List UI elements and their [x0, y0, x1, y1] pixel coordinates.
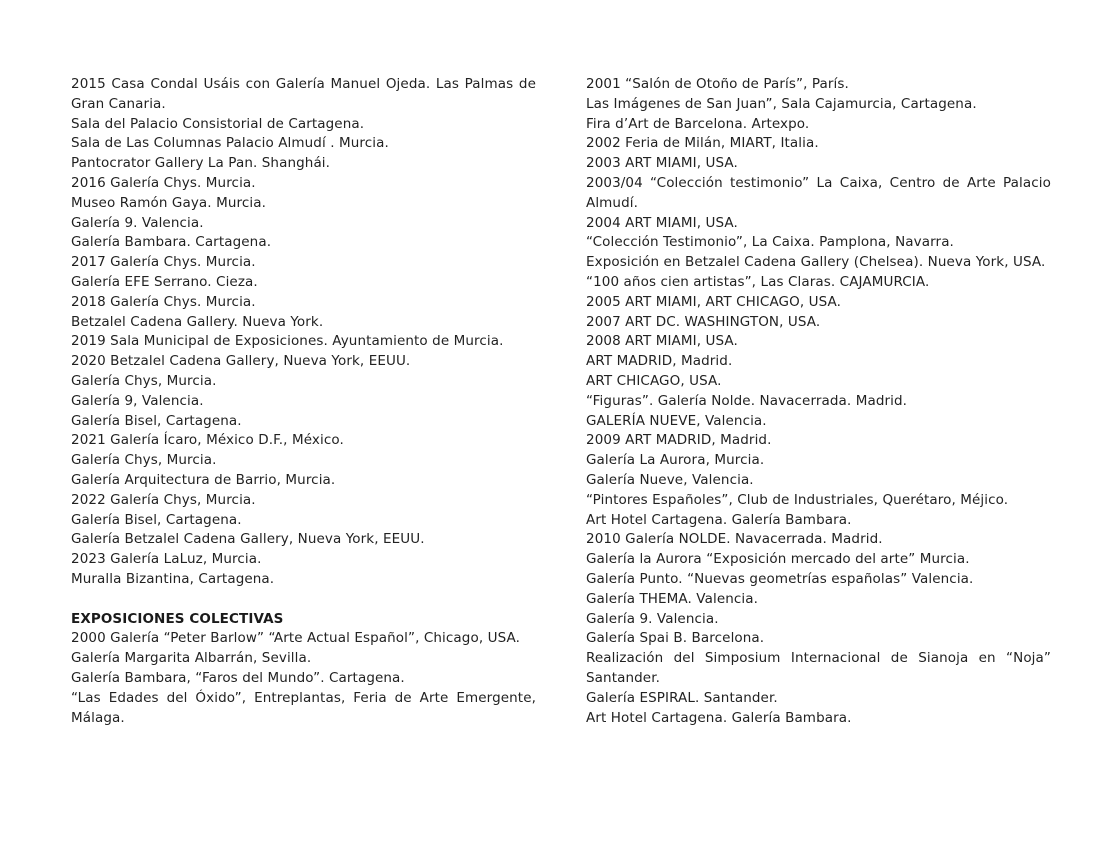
exhibition-entry: Galería Bisel, Cartagena. [71, 412, 242, 429]
exhibition-entry: 2015 Casa Condal Usáis con Galería Manuel Ojeda. Las Palmas de Gran Canaria. [71, 76, 536, 112]
exhibition-entry: “Colección Testimonio”, La Caixa. Pamplona, Navarra. [586, 234, 954, 251]
left-column [71, 75, 536, 728]
exhibition-entry: Art Hotel Cartagena. Galería Bambara. [586, 511, 852, 528]
exhibition-entry: “Las Edades del Óxido”, Entreplantas, Feria de Arte Emergente, Málaga. [71, 689, 536, 726]
exhibition-entry: Galería 9, Valencia. [71, 392, 204, 409]
exhibition-entry: Fira d’Art de Barcelona. Artexpo. [586, 115, 810, 132]
exhibition-entry: 2016 Galería Chys. Murcia. [71, 174, 256, 191]
exhibition-entry: 2010 Galería NOLDE. Navacerrada. Madrid. [586, 531, 883, 548]
exhibition-entry: 2009 ART MADRID, Madrid. [586, 432, 772, 449]
exhibition-entry: ART CHICAGO, USA. [586, 372, 722, 389]
exhibition-entry: Galería 9. Valencia. [71, 214, 204, 231]
exhibition-entry: 2007 ART DC. WASHINGTON, USA. [586, 313, 821, 330]
exhibition-entry: Galería Bisel, Cartagena. [71, 511, 242, 528]
right-column [586, 75, 1051, 728]
exhibition-entry: 2008 ART MIAMI, USA. [586, 333, 738, 350]
exhibition-entry: 2022 Galería Chys, Murcia. [71, 491, 256, 508]
exhibition-entry: 2003 ART MIAMI, USA. [586, 155, 738, 172]
exhibition-entry: Exposición en Betzalel Cadena Gallery (Chelsea). Nueva York, USA. [586, 254, 1046, 271]
exhibition-entry: “Figuras”. Galería Nolde. Navacerrada. Madrid. [586, 392, 908, 409]
exhibition-entry: Museo Ramón Gaya. Murcia. [71, 194, 266, 211]
exhibition-entry: Sala de Las Columnas Palacio Almudí . Murcia. [71, 135, 389, 152]
exhibition-entry: Muralla Bizantina, Cartagena. [71, 570, 275, 587]
exhibition-entry: 2003/04 “Colección testimonio” La Caixa, Centro de Arte Palacio Almudí. [586, 174, 1051, 211]
exhibition-entry: Galería La Aurora, Murcia. [586, 452, 765, 469]
exhibition-entry: 2001 “Salón de Otoño de París”, París. [586, 76, 849, 92]
exhibition-entry: Galería Chys, Murcia. [71, 452, 217, 469]
exhibition-entry: Galería Arquitectura de Barrio, Murcia. [71, 471, 336, 488]
exhibition-entry: Galería la Aurora “Exposición mercado del arte” Murcia. [586, 551, 970, 568]
exhibition-entry: Galería 9. Valencia. [586, 610, 719, 627]
exhibition-entry: Las Imágenes de San Juan”, Sala Cajamurcia, Cartagena. [586, 95, 977, 112]
exhibition-entry: GALERÍA NUEVE, Valencia. [586, 412, 767, 429]
exhibition-entry: Galería Chys, Murcia. [71, 372, 217, 389]
exhibition-entry: 2021 Galería Ícaro, México D.F., México. [71, 432, 344, 449]
exhibition-entry: 2004 ART MIAMI, USA. [586, 214, 738, 231]
exhibition-entry: Galería EFE Serrano. Cieza. [71, 273, 258, 290]
exhibition-entry: 2005 ART MIAMI, ART CHICAGO, USA. [586, 293, 842, 310]
exhibition-entry: 2020 Betzalel Cadena Gallery, Nueva York, EEUU. [71, 353, 411, 370]
exhibition-entry: 2000 Galería “Peter Barlow” “Arte Actual Español”, Chicago, USA. [71, 630, 520, 647]
collective-exhibitions-heading: EXPOSICIONES COLECTIVAS [71, 610, 284, 627]
exhibition-entry: Galería Spai B. Barcelona. [586, 630, 765, 647]
exhibition-entry: Betzalel Cadena Gallery. Nueva York. [71, 313, 324, 330]
exhibition-entry: “100 años cien artistas”, Las Claras. CAJAMURCIA. [586, 273, 930, 290]
exhibition-entry: 2017 Galería Chys. Murcia. [71, 254, 256, 271]
exhibition-entry: Galería Punto. “Nuevas geometrías españolas” Valencia. [586, 570, 974, 587]
exhibition-entry: Galería THEMA. Valencia. [586, 590, 759, 607]
exhibition-entry: Galería Nueve, Valencia. [586, 471, 754, 488]
exhibition-entry: Galería Betzalel Cadena Gallery, Nueva York, EEUU. [71, 531, 425, 548]
exhibition-entry: Sala del Palacio Consistorial de Cartagena. [71, 115, 365, 132]
section-spacer [71, 590, 536, 610]
exhibition-entry: 2019 Sala Municipal de Exposiciones. Ayuntamiento de Murcia. [71, 333, 504, 350]
exhibition-entry: Galería Bambara, “Faros del Mundo”. Cartagena. [71, 669, 405, 686]
exhibition-entry: Galería Bambara. Cartagena. [71, 234, 272, 251]
exhibition-entry: ART MADRID, Madrid. [586, 353, 733, 370]
exhibition-entry: “Pintores Españoles”, Club de Industriales, Querétaro, Méjico. [586, 491, 1009, 508]
exhibition-entry: Pantocrator Gallery La Pan. Shanghái. [71, 155, 331, 172]
exhibition-entry: Realización del Simposium Internacional de Sianoja en “Noja” Santander. [586, 650, 1051, 686]
exhibition-entry: 2018 Galería Chys. Murcia. [71, 293, 256, 310]
exhibition-entry: 2002 Feria de Milán, MIART, Italia. [586, 135, 819, 152]
exhibition-entry: Galería Margarita Albarrán, Sevilla. [71, 650, 312, 667]
exhibition-entry: 2023 Galería LaLuz, Murcia. [71, 551, 262, 568]
exhibition-entry: Art Hotel Cartagena. Galería Bambara. [586, 709, 852, 726]
exhibition-entry: Galería ESPIRAL. Santander. [586, 689, 778, 706]
